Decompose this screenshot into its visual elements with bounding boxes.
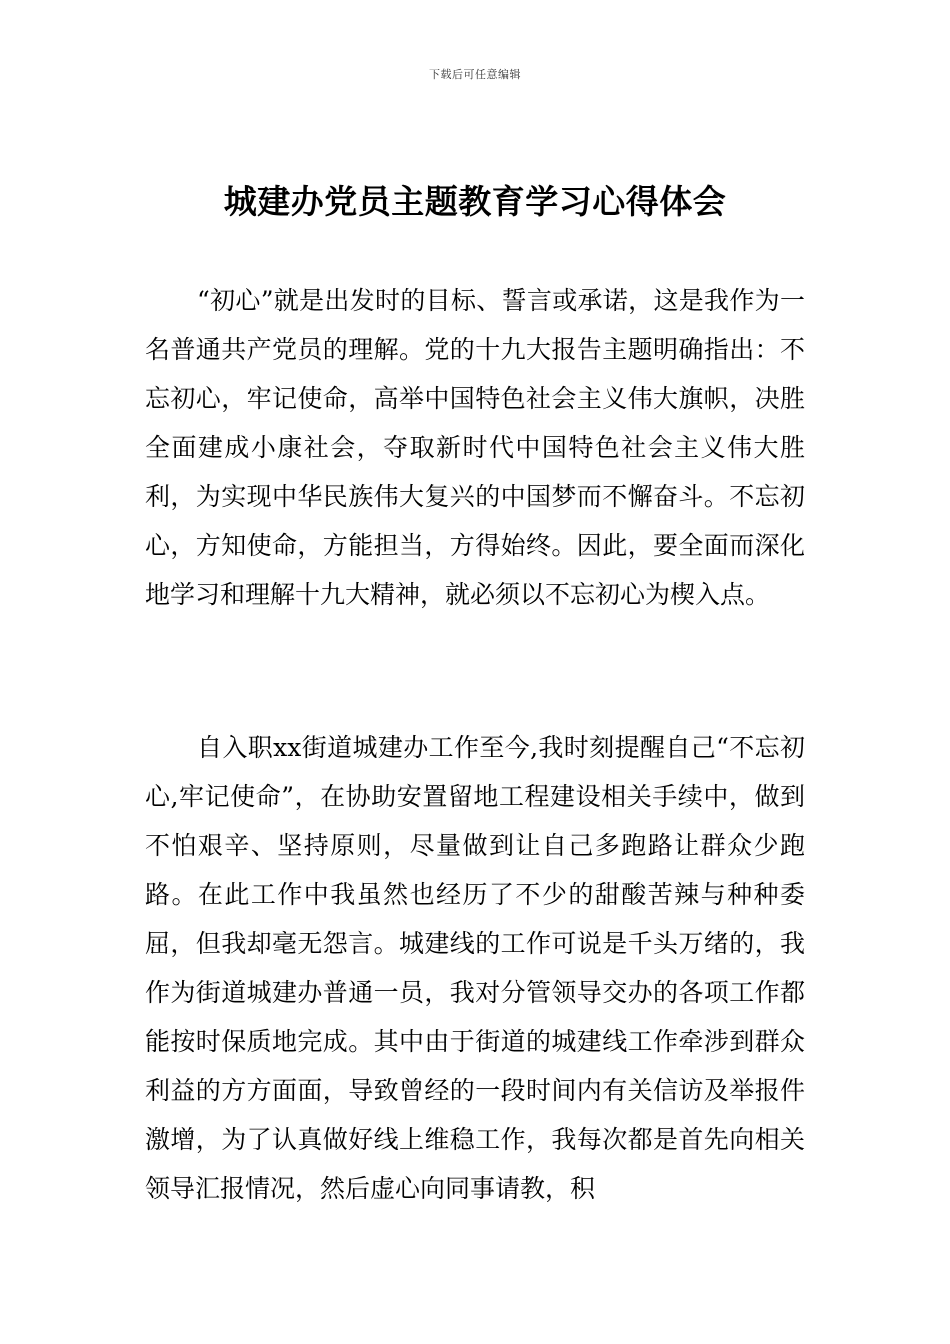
paragraph-2: 自入职xx街道城建办工作至今,我时刻提醒自己“不忘初心,牢记使命”，在协助安置留地工程建设相关手续中，做到不怕艰辛、坚持原则，尽量做到让自己多跑路让群众少跑路。在此工作中我虽然也经历了不少的甜酸苦辣与种种委屈，但我却毫无怨言。城建线的工作可说是千头万绪的，我作为街道城建办普通一员，我对分管领导交办的各项工作都能按时保质地完成。其中由于街道的城建线工作牵涉到群众利益的方方面面，导致曾经的一段时间内有关信访及举报件激增，为了认真做好线上维稳工作，我每次都是首先向相关领导汇报情况，然后虚心向同事请教，积 (145, 733, 805, 1203)
document-title: 城建办党员主题教育学习心得体会 (223, 182, 727, 221)
header-note: 下载后可任意编辑 (429, 68, 521, 81)
paragraph-1: “初心”就是出发时的目标、誓言或承诺，这是我作为一名普通共产党员的理解。党的十九大报告主题明确指出：不忘初心，牢记使命，高举中国特色社会主义伟大旗帜，决胜全面建成小康社会，夺取新时代中国特色社会主义伟大胜利，为实现中华民族伟大复兴的中国梦而不懈奋斗。不忘初心，方知使命，方能担当，方得始终。因此，要全面而深化地学习和理解十九大精神，就必须以不忘初心为楔入点。 (145, 286, 805, 609)
